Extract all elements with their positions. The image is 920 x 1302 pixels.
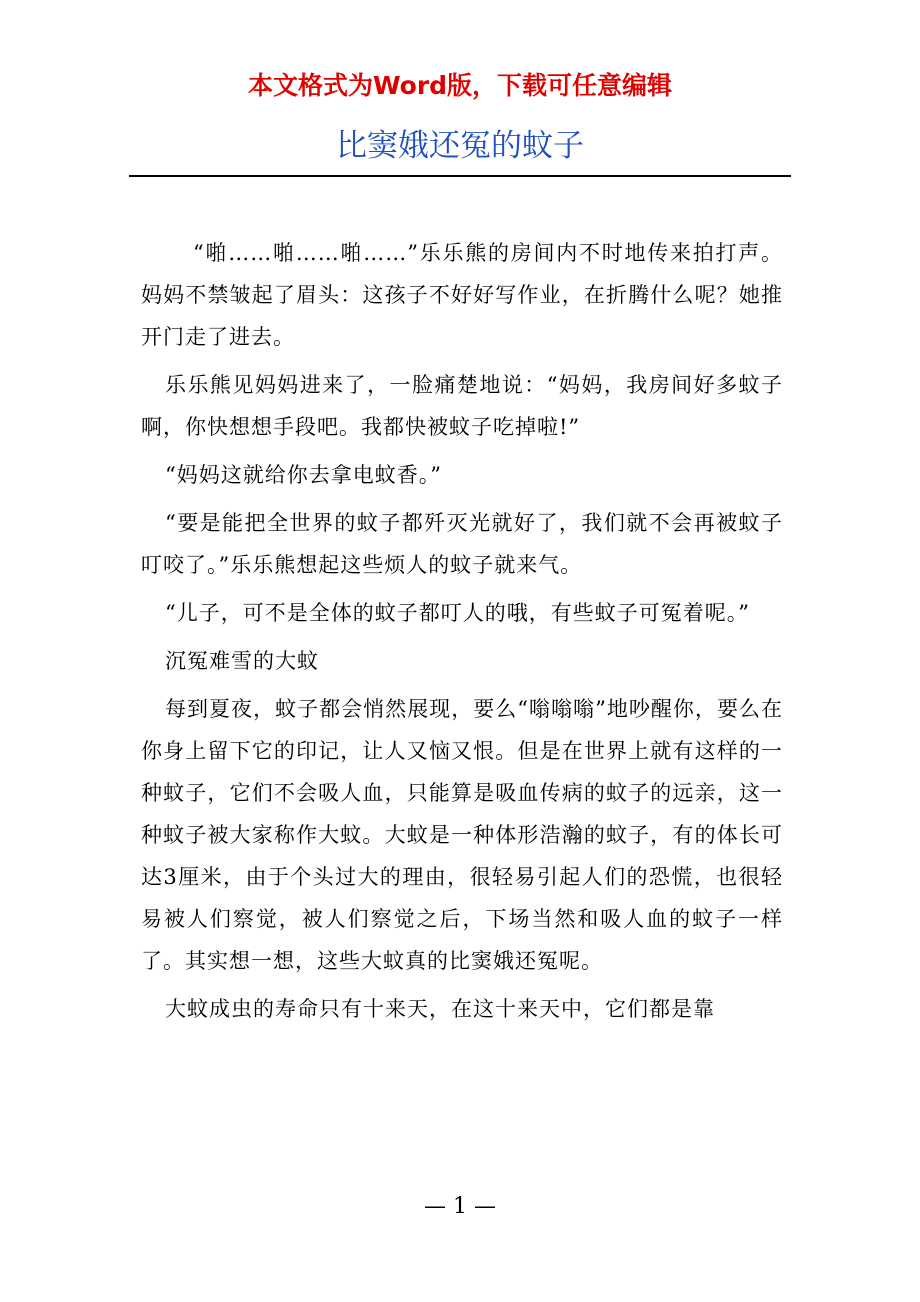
paragraph-7: 大蚊成虫的寿命只有十来天，在这十来天中，它们都是靠 bbox=[165, 997, 715, 1021]
paragraph-2: 乐乐熊见妈妈进来了，一脸痛楚地说：“妈妈，我房间好多蚊子啊，你快想想手段吧。我都快被蚊子吃掉啦!” bbox=[141, 373, 783, 439]
title-divider bbox=[129, 175, 791, 177]
paragraph-6: 每到夏夜，蚊子都会悄然展现，要么“嗡嗡嗡”地吵醒你，要么在你身上留下它的印记，让人又恼又恨。但是在世界上就有这样的一种蚊子，它们不会吸人血，只能算是吸血传病的蚊子的远亲，这一种蚊子被大家称作大蚊。大蚊是一种体形浩瀚的蚊子，有的体长可达3厘米，由于个头过大的理由，很轻易引起人们的恐慌，也很轻易被人们察觉，被人们察觉之后，下场当然和吸人血的蚊子一样了。其实想一想，这些大蚊真的比窦娥还冤呢。 bbox=[141, 697, 783, 973]
paragraph-1: “啪……啪……啪……”乐乐熊的房间内不时地传来拍打声。妈妈不禁皱起了眉头：这孩子不好好写作业，在折腾什么呢？她推开门走了进去。 bbox=[141, 241, 783, 349]
document-body bbox=[141, 232, 783, 1036]
paragraph-4: “要是能把全世界的蚊子都歼灭光就好了，我们就不会再被蚊子叮咬了。”乐乐熊想起这些烦人的蚊子就来气。 bbox=[141, 511, 783, 577]
download-banner: 本文格式为Word版，下载可任意编辑 bbox=[247, 71, 673, 100]
paragraph-5: “儿子，可不是全体的蚊子都叮人的哦，有些蚊子可冤着呢。” bbox=[165, 601, 750, 625]
section-heading: 沉冤难雪的大蚊 bbox=[165, 649, 319, 673]
paragraph-3: “妈妈这就给你去拿电蚊香。” bbox=[165, 463, 442, 487]
page-number: — 1 — bbox=[424, 1194, 496, 1219]
page-title: 比窦娥还冤的蚊子 bbox=[336, 128, 584, 164]
